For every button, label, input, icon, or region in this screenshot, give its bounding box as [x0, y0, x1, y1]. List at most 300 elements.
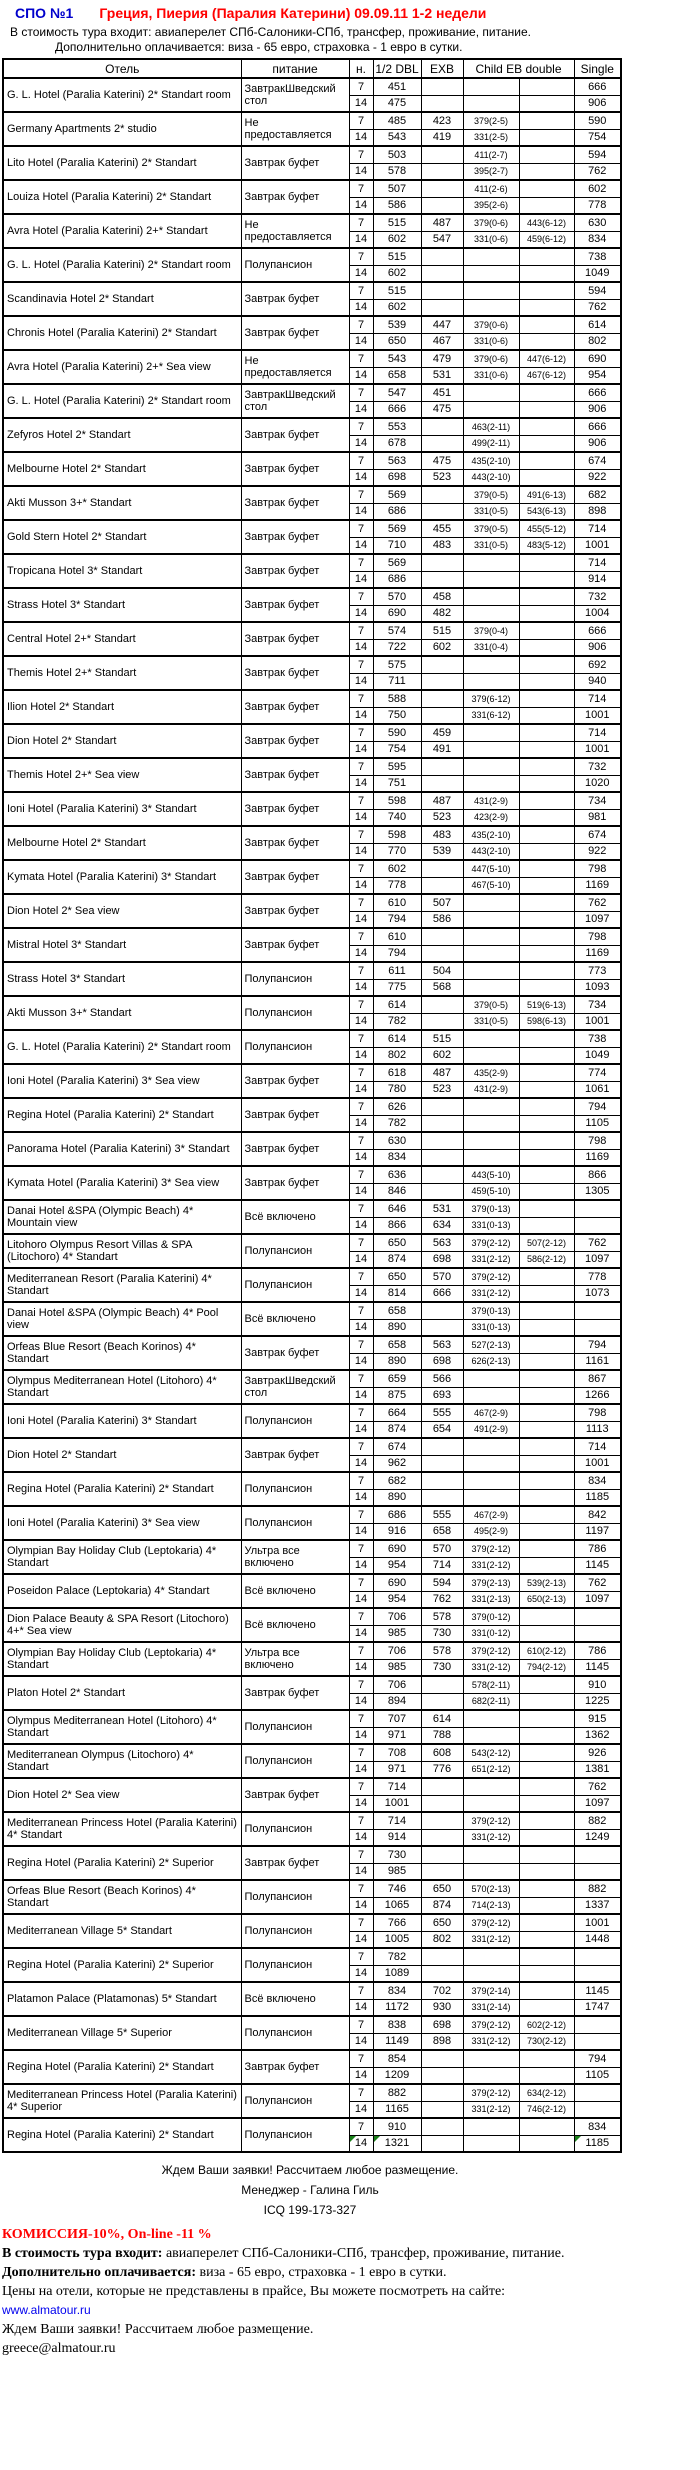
price-cell: [421, 2118, 463, 2135]
meal-cell: Завтрак буфет: [241, 928, 349, 962]
nights-cell: 14: [349, 707, 373, 724]
price-cell: 483: [421, 537, 463, 554]
price-cell: 734: [574, 792, 621, 809]
price-cell: [519, 962, 574, 979]
meal-cell: Ультра все включено: [241, 1540, 349, 1574]
nights-cell: 7: [349, 1302, 373, 1319]
price-cell: [421, 673, 463, 690]
price-cell: 1105: [574, 1115, 621, 1132]
price-cell: 874: [373, 1421, 421, 1438]
price-cell: 1097: [574, 911, 621, 928]
meal-cell: Полупансион: [241, 1710, 349, 1744]
price-cell: 802: [373, 1047, 421, 1064]
price-cell: 910: [373, 2118, 421, 2135]
nights-cell: 7: [349, 1030, 373, 1047]
nights-cell: 7: [349, 214, 373, 231]
nights-cell: 14: [349, 979, 373, 996]
price-cell: 578: [421, 1642, 463, 1659]
price-cell: 882: [574, 1812, 621, 1829]
price-cell: 574: [373, 622, 421, 639]
price-cell: 702: [421, 1982, 463, 1999]
price-cell: 563: [373, 452, 421, 469]
price-cell: [463, 1370, 519, 1387]
price-cell: [463, 1438, 519, 1455]
price-cell: 331(0-5): [463, 537, 519, 554]
price-cell: [421, 656, 463, 673]
hotel-name-cell: Mediterranean Resort (Paralia Katerini) 4* Standart: [3, 1268, 241, 1302]
price-cell: [519, 1897, 574, 1914]
hotel-subrow: [3, 248, 621, 265]
hotel-subrow: [3, 1472, 621, 1489]
price-cell: [421, 2067, 463, 2084]
price-cell: 754: [373, 741, 421, 758]
price-cell: 794: [574, 1098, 621, 1115]
price-cell: [519, 1302, 574, 1319]
hotel-subrow: [3, 1064, 621, 1081]
price-cell: 555: [421, 1506, 463, 1523]
price-cell: 331(2-12): [463, 1285, 519, 1302]
price-cell: [574, 1319, 621, 1336]
nights-cell: 14: [349, 1591, 373, 1608]
price-cell: 985: [373, 1625, 421, 1642]
nights-cell: 7: [349, 1608, 373, 1625]
price-cell: 379(2-5): [463, 112, 519, 129]
hotel-subrow: [3, 1710, 621, 1727]
price-cell: [519, 1047, 574, 1064]
hotel-name-cell: Platon Hotel 2* Standart: [3, 1676, 241, 1710]
price-cell: 379(0-5): [463, 996, 519, 1013]
price-cell: 626(2-13): [463, 1353, 519, 1370]
nights-cell: 14: [349, 2135, 373, 2152]
price-cell: 1001: [574, 1914, 621, 1931]
price-cell: [463, 775, 519, 792]
meal-cell: Завтрак буфет: [241, 282, 349, 316]
price-cell: [519, 1115, 574, 1132]
price-cell: [519, 333, 574, 350]
price-cell: 686: [373, 571, 421, 588]
price-cell: 575: [373, 656, 421, 673]
price-cell: 1005: [373, 1931, 421, 1948]
price-cell: [463, 656, 519, 673]
price-cell: 1145: [574, 1557, 621, 1574]
price-cell: 730: [373, 1846, 421, 1863]
price-cell: [519, 1965, 574, 1982]
price-cell: 578: [421, 1608, 463, 1625]
nights-cell: 7: [349, 1914, 373, 1931]
hotel-subrow: [3, 1540, 621, 1557]
hotel-name-cell: Regina Hotel (Paralia Katerini) 2* Standart: [3, 1098, 241, 1132]
price-cell: 602: [421, 639, 463, 656]
price-cell: [463, 1030, 519, 1047]
price-cell: 491: [421, 741, 463, 758]
price-cell: [519, 1778, 574, 1795]
price-cell: 379(0-12): [463, 1608, 519, 1625]
hotel-subrow: [3, 1846, 621, 1863]
hotel-subrow: [3, 1030, 621, 1047]
nights-cell: 14: [349, 2101, 373, 2118]
price-cell: [463, 1778, 519, 1795]
price-cell: 634(2-12): [519, 2084, 574, 2101]
nights-cell: 14: [349, 809, 373, 826]
price-cell: [519, 588, 574, 605]
price-cell: 411(2-7): [463, 146, 519, 163]
price-cell: 1249: [574, 1829, 621, 1846]
price-cell: 646: [373, 1200, 421, 1217]
price-cell: 692: [574, 656, 621, 673]
price-cell: 331(0-13): [463, 1319, 519, 1336]
meal-cell: Завтрак буфет: [241, 656, 349, 690]
price-cell: 658: [421, 1523, 463, 1540]
nights-cell: 7: [349, 316, 373, 333]
price-cell: 846: [373, 1183, 421, 1200]
email-link[interactable]: greece@almatour.ru: [2, 2341, 116, 2356]
price-cell: 578: [373, 163, 421, 180]
col-header-single: Single: [574, 59, 621, 78]
price-cell: [519, 1353, 574, 1370]
hotel-name-cell: Mediterranean Village 5* Superior: [3, 2016, 241, 2050]
price-cell: 922: [574, 469, 621, 486]
price-cell: [421, 78, 463, 95]
nights-cell: 14: [349, 1829, 373, 1846]
hotel-subrow: [3, 588, 621, 605]
price-cell: [519, 401, 574, 418]
nights-cell: 14: [349, 1727, 373, 1744]
price-cell: 455(5-12): [519, 520, 574, 537]
price-cell: [519, 1455, 574, 1472]
price-cell: [463, 979, 519, 996]
hotel-subrow: [3, 1744, 621, 1761]
icq-number: ICQ 199-173-327: [263, 2203, 357, 2217]
price-cell: 786: [574, 1540, 621, 1557]
meal-cell: Ультра все включено: [241, 1642, 349, 1676]
price-cell: 916: [373, 1523, 421, 1540]
price-cell: [574, 1948, 621, 1965]
includes-line: [2, 2244, 700, 2263]
price-cell: [463, 571, 519, 588]
hotel-name-cell: Danai Hotel &SPA (Olympic Beach) 4* Mountain view: [3, 1200, 241, 1234]
nights-cell: 7: [349, 894, 373, 911]
price-cell: 451: [373, 78, 421, 95]
price-cell: 447: [421, 316, 463, 333]
nights-cell: 14: [349, 1013, 373, 1030]
price-cell: [421, 571, 463, 588]
meal-cell: Завтрак буфет: [241, 2050, 349, 2084]
hotel-name-cell: Mediterranean Olympus (Litochoro) 4* Standart: [3, 1744, 241, 1778]
price-cell: 1165: [373, 2101, 421, 2118]
meal-cell: Полупансион: [241, 962, 349, 996]
price-cell: 507: [421, 894, 463, 911]
hotel-subrow: [3, 996, 621, 1013]
price-cell: [519, 1982, 574, 1999]
price-cell: [519, 1523, 574, 1540]
price-cell: 608: [421, 1744, 463, 1761]
price-cell: 467: [421, 333, 463, 350]
price-cell: [463, 384, 519, 401]
price-cell: 331(2-12): [463, 2101, 519, 2118]
nights-cell: 14: [349, 1693, 373, 1710]
price-cell: 780: [373, 1081, 421, 1098]
nights-cell: 7: [349, 2016, 373, 2033]
price-cell: 1225: [574, 1693, 621, 1710]
hotel-name-cell: Panorama Hotel (Paralia Katerini) 3* Standart: [3, 1132, 241, 1166]
price-cell: 483: [421, 826, 463, 843]
nights-cell: 7: [349, 1200, 373, 1217]
price-cell: 1001: [574, 1455, 621, 1472]
nights-cell: 14: [349, 1455, 373, 1472]
hotel-name-cell: Mistral Hotel 3* Standart: [3, 928, 241, 962]
price-cell: [421, 1438, 463, 1455]
price-cell: 674: [574, 452, 621, 469]
price-cell: 686: [373, 503, 421, 520]
price-cell: [519, 1676, 574, 1693]
price-cell: [519, 979, 574, 996]
nights-cell: 7: [349, 1982, 373, 1999]
nights-cell: 7: [349, 1676, 373, 1693]
price-cell: [421, 1965, 463, 1982]
price-cell: [519, 2118, 574, 2135]
price-cell: [519, 1319, 574, 1336]
nights-cell: 7: [349, 1098, 373, 1115]
price-cell: 614: [421, 1710, 463, 1727]
price-cell: [519, 1880, 574, 1897]
hotel-name-cell: Themis Hotel 2+* Standart: [3, 656, 241, 690]
hotel-name-cell: Mediterranean Princess Hotel (Paralia Katerini) 4* Superior: [3, 2084, 241, 2118]
price-cell: 1185: [574, 2135, 621, 2152]
hotel-subrow: [3, 1370, 621, 1387]
nights-cell: 14: [349, 843, 373, 860]
price-cell: [463, 95, 519, 112]
hotel-name-cell: Strass Hotel 3* Standart: [3, 588, 241, 622]
hotel-subrow: [3, 622, 621, 639]
price-cell: [519, 656, 574, 673]
price-cell: [421, 197, 463, 214]
price-cell: 331(6-12): [463, 707, 519, 724]
price-cell: [463, 1132, 519, 1149]
price-cell: 331(2-13): [463, 1591, 519, 1608]
hotel-subrow: [3, 520, 621, 537]
price-cell: 515: [373, 248, 421, 265]
price-cell: 443(6-12): [519, 214, 574, 231]
nights-cell: 14: [349, 1183, 373, 1200]
price-cell: 698: [421, 1251, 463, 1268]
price-cell: [519, 2135, 574, 2152]
price-cell: [574, 2084, 621, 2101]
meal-cell: Завтрак буфет: [241, 1098, 349, 1132]
price-cell: 331(0-5): [463, 1013, 519, 1030]
price-cell: [421, 1472, 463, 1489]
price-cell: 874: [421, 1897, 463, 1914]
manager-name: Менеджер - Галина Гиль: [241, 2183, 379, 2197]
price-cell: [519, 316, 574, 333]
price-cell: 906: [574, 95, 621, 112]
nights-cell: 14: [349, 775, 373, 792]
price-cell: 431(2-9): [463, 792, 519, 809]
meal-cell: Завтрак буфет: [241, 792, 349, 826]
price-cell: 586(2-12): [519, 1251, 574, 1268]
hotel-subrow: [3, 826, 621, 843]
price-cell: [519, 469, 574, 486]
price-cell: [421, 554, 463, 571]
nights-cell: 7: [349, 1574, 373, 1591]
price-cell: 569: [373, 520, 421, 537]
nights-cell: 14: [349, 1931, 373, 1948]
price-cell: 882: [574, 1880, 621, 1897]
price-cell: 954: [574, 367, 621, 384]
meal-cell: Полупансион: [241, 1404, 349, 1438]
price-cell: [421, 945, 463, 962]
price-cell: 714: [574, 1438, 621, 1455]
meal-cell: Всё включено: [241, 1608, 349, 1642]
price-cell: [463, 945, 519, 962]
price-cell: 331(0-12): [463, 1625, 519, 1642]
price-cell: 423(2-9): [463, 809, 519, 826]
price-cell: 331(2-5): [463, 129, 519, 146]
price-cell: [519, 1812, 574, 1829]
meal-cell: Завтрак буфет: [241, 690, 349, 724]
price-cell: [519, 1489, 574, 1506]
price-cell: [519, 690, 574, 707]
price-cell: 379(2-12): [463, 2084, 519, 2101]
price-cell: [421, 1489, 463, 1506]
meal-cell: Полупансион: [241, 2084, 349, 2118]
price-cell: 379(0-4): [463, 622, 519, 639]
price-cell: 379(0-6): [463, 214, 519, 231]
hotel-name-cell: Regina Hotel (Paralia Katerini) 2* Standart: [3, 1472, 241, 1506]
nights-cell: 7: [349, 1540, 373, 1557]
nights-cell: 7: [349, 1948, 373, 1965]
price-cell: 539(2-13): [519, 1574, 574, 1591]
price-cell: [519, 1744, 574, 1761]
meal-cell: Завтрак буфет: [241, 1438, 349, 1472]
price-cell: 443(2-10): [463, 469, 519, 486]
meal-cell: ЗавтракШведский стол: [241, 1370, 349, 1404]
price-cell: 331(0-5): [463, 503, 519, 520]
requests-note: Ждем Ваши заявки! Рассчитаем любое размещение.: [2, 2322, 314, 2337]
price-cell: [463, 265, 519, 282]
hotel-name-cell: Avra Hotel (Paralia Katerini) 2+* Sea view: [3, 350, 241, 384]
hotel-name-cell: Lito Hotel (Paralia Katerini) 2* Standart: [3, 146, 241, 180]
price-cell: [519, 1183, 574, 1200]
price-cell: 714: [574, 690, 621, 707]
price-cell: [519, 826, 574, 843]
meal-cell: Завтрак буфет: [241, 180, 349, 214]
col-header-nights: н.: [349, 59, 373, 78]
price-cell: [421, 1115, 463, 1132]
nights-cell: 7: [349, 928, 373, 945]
meal-cell: Полупансион: [241, 1506, 349, 1540]
price-cell: 331(2-12): [463, 1659, 519, 1676]
price-cell: [421, 2101, 463, 2118]
hotel-subrow: [3, 146, 621, 163]
nights-cell: 14: [349, 605, 373, 622]
prices-note: Цены на отели, которые не представлены в прайсе, Вы можете посмотреть на сайте:: [2, 2284, 506, 2299]
nights-cell: 7: [349, 826, 373, 843]
price-cell: 682: [373, 1472, 421, 1489]
price-cell: 458: [421, 588, 463, 605]
price-cell: 1105: [574, 2067, 621, 2084]
nights-cell: 7: [349, 860, 373, 877]
meal-cell: Завтрак буфет: [241, 1778, 349, 1812]
price-cell: [421, 1132, 463, 1149]
price-cell: [463, 1863, 519, 1880]
price-cell: [519, 1064, 574, 1081]
hotel-subrow: [3, 112, 621, 129]
price-cell: [574, 2101, 621, 2118]
hotel-subrow: [3, 928, 621, 945]
price-cell: [421, 1183, 463, 1200]
hotel-name-cell: Regina Hotel (Paralia Katerini) 2* Standart: [3, 2050, 241, 2084]
price-cell: 782: [373, 1115, 421, 1132]
price-cell: 782: [373, 1948, 421, 1965]
price-cell: 419: [421, 129, 463, 146]
price-cell: 331(2-14): [463, 1999, 519, 2016]
nights-cell: 7: [349, 554, 373, 571]
price-cell: 906: [574, 435, 621, 452]
price-cell: [421, 1693, 463, 1710]
price-cell: 730(2-12): [519, 2033, 574, 2050]
site-link[interactable]: www.almatour.ru: [2, 2303, 91, 2317]
extra-line: [2, 2263, 700, 2282]
col-header-dbl: 1/2 DBL: [373, 59, 421, 78]
hotel-name-cell: Dion Hotel 2* Standart: [3, 724, 241, 758]
hotel-subrow: [3, 1914, 621, 1931]
price-cell: 659: [373, 1370, 421, 1387]
tour-includes-note: В стоимость тура входит: авиаперелет СПб-Салоники-СПб, трансфер, проживание, питание.: [10, 25, 531, 39]
price-cell: 714: [574, 520, 621, 537]
price-cell: 794(2-12): [519, 1659, 574, 1676]
nights-cell: 7: [349, 1812, 373, 1829]
price-cell: [519, 758, 574, 775]
price-cell: 762: [574, 1574, 621, 1591]
nights-cell: 14: [349, 197, 373, 214]
price-cell: 732: [574, 588, 621, 605]
hotel-name-cell: Platamon Palace (Platamonas) 5* Standart: [3, 1982, 241, 2016]
hotel-subrow: [3, 1098, 621, 1115]
price-cell: 455: [421, 520, 463, 537]
price-cell: [519, 1761, 574, 1778]
price-cell: [519, 418, 574, 435]
nights-cell: 7: [349, 350, 373, 367]
price-cell: 1337: [574, 1897, 621, 1914]
nights-cell: 14: [349, 401, 373, 418]
price-cell: 431(2-9): [463, 1081, 519, 1098]
hotel-subrow: [3, 486, 621, 503]
nights-cell: 14: [349, 1387, 373, 1404]
price-cell: 802: [421, 1931, 463, 1948]
price-cell: 954: [373, 1591, 421, 1608]
price-cell: [519, 78, 574, 95]
price-cell: [519, 707, 574, 724]
nights-cell: 14: [349, 1523, 373, 1540]
price-cell: [519, 673, 574, 690]
price-cell: [463, 962, 519, 979]
price-cell: [519, 792, 574, 809]
price-cell: 614: [373, 996, 421, 1013]
price-cell: 482: [421, 605, 463, 622]
price-cell: 595: [373, 758, 421, 775]
price-cell: [421, 282, 463, 299]
price-cell: 890: [373, 1489, 421, 1506]
nights-cell: 14: [349, 231, 373, 248]
price-cell: [519, 1608, 574, 1625]
meal-cell: Полупансион: [241, 1914, 349, 1948]
price-cell: [519, 894, 574, 911]
price-cell: 698: [421, 1353, 463, 1370]
hotel-name-cell: Poseidon Palace (Leptokaria) 4* Standart: [3, 1574, 241, 1608]
hotel-name-cell: Ioni Hotel (Paralia Katerini) 3* Sea view: [3, 1064, 241, 1098]
nights-cell: 14: [349, 673, 373, 690]
price-cell: 570: [373, 588, 421, 605]
